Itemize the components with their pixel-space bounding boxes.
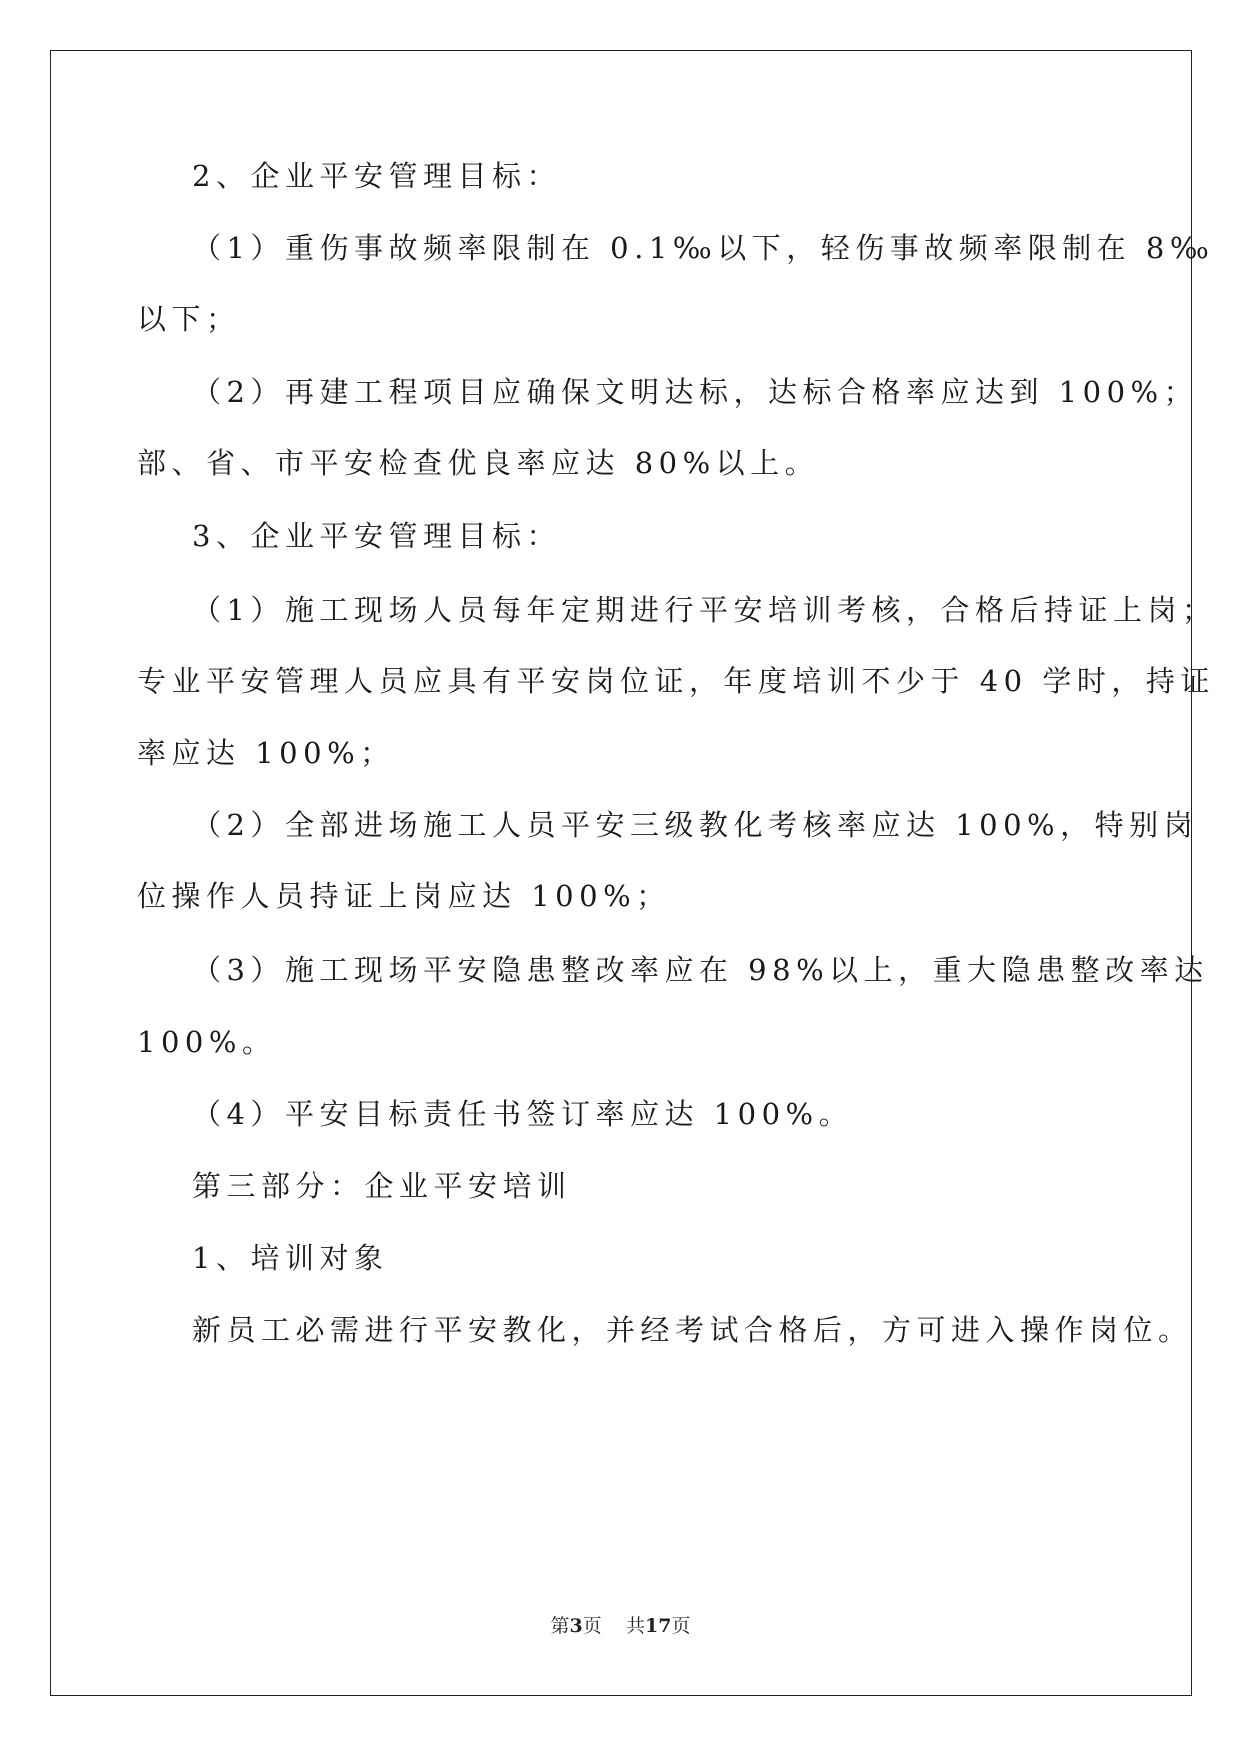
page-number: 3 xyxy=(569,1615,583,1637)
paragraph-line: 以下； xyxy=(137,302,241,336)
paragraph-line: （4）平安目标责任书签订率应达 100%。 xyxy=(192,1097,854,1131)
heading-safety-goal-2: 2、企业平安管理目标： xyxy=(192,159,561,193)
page-prefix: 第 xyxy=(550,1615,570,1637)
subheading-training-target: 1、培训对象 xyxy=(192,1241,389,1275)
paragraph-line: （2）全部进场施工人员平安三级教化考核率应达 100%，特别岗 xyxy=(192,808,1199,842)
page-border xyxy=(50,50,1192,1696)
total-suffix: 页 xyxy=(671,1615,691,1637)
section-heading-part-3: 第三部分：企业平安培训 xyxy=(192,1169,572,1203)
paragraph-line: 部、省、市平安检查优良率应达 80%以上。 xyxy=(137,446,820,480)
heading-safety-goal-3: 3、企业平安管理目标： xyxy=(192,519,561,553)
paragraph-line: 新员工必需进行平安教化，并经考试合格后，方可进入操作岗位。 xyxy=(192,1313,1193,1347)
paragraph-line: （3）施工现场平安隐患整改率应在 98%以上，重大隐患整改率达 xyxy=(192,953,1209,987)
paragraph-line: （1）重伤事故频率限制在 0.1‰以下，轻伤事故频率限制在 8‰ xyxy=(192,231,1215,265)
page-footer xyxy=(0,1613,1241,1639)
paragraph-line: 专业平安管理人员应具有平安岗位证，年度培训不少于 40 学时，持证 xyxy=(137,664,1215,698)
paragraph-line: 率应达 100%； xyxy=(137,736,395,770)
paragraph-line: （2）再建工程项目应确保文明达标，达标合格率应达到 100%； xyxy=(192,375,1199,409)
paragraph-line: 位操作人员持证上岗应达 100%； xyxy=(137,879,671,913)
total-pages: 17 xyxy=(644,1615,672,1637)
page-suffix: 页 xyxy=(582,1615,602,1637)
paragraph-line: 100%。 xyxy=(137,1025,277,1059)
paragraph-line: （1）施工现场人员每年定期进行平安培训考核，合格后持证上岗； xyxy=(192,593,1217,627)
total-prefix: 共 xyxy=(625,1615,645,1637)
